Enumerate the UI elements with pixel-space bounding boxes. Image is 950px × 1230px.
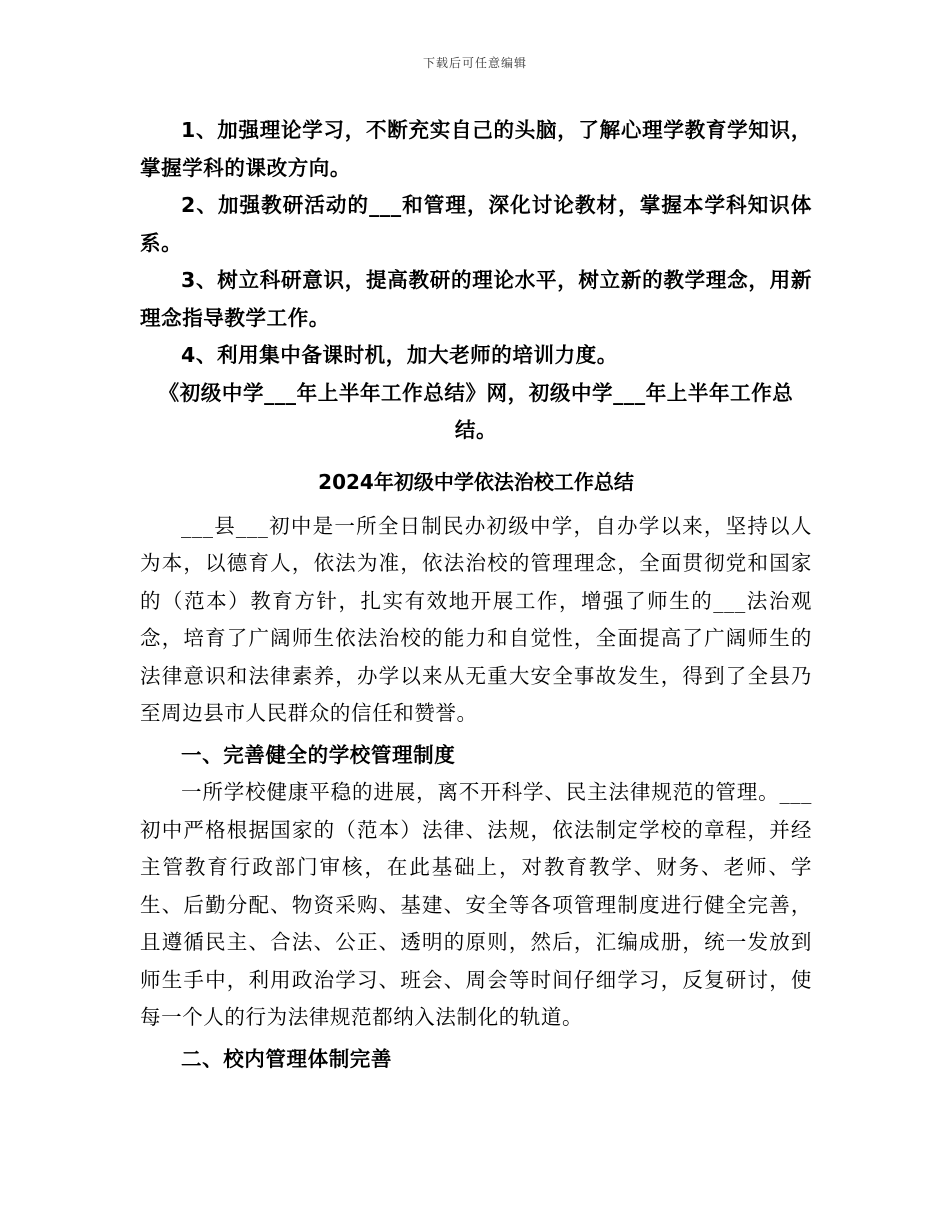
intro-paragraph: ___县___初中是一所全日制民办初级中学，自办学以来，坚持以人为本，以德育人，依法为准，依法治校的管理理念，全面贯彻党和国家的（范本）教育方针，扎实有效地开展工作，增强了师生的___法治观念，培育了广阔师生依法治校的能力和自觉性，全面提高了广阔师生的法律意识和法律素养，办学以来从无重大安全事故发生，得到了全县乃至周边县市人民群众的信任和赞誉。 — [140, 513, 812, 725]
article-title: 2024年初级中学依法治校工作总结 — [318, 469, 634, 494]
list-item: 1、加强理论学习，不断充实自己的头脑，了解心理学教育学知识，掌握学科的课改方向。 — [140, 118, 812, 180]
list-item: 4、利用集中备课时机，加大老师的培训力度。 — [181, 343, 618, 367]
list-item: 3、树立科研意识，提高教研的理论水平，树立新的教学理念，用新理念指导教学工作。 — [140, 268, 812, 330]
list-item: 2、加强教研活动的___和管理，深化讨论教材，掌握本学科知识体系。 — [140, 193, 812, 255]
body-paragraph: 一所学校健康平稳的进展，离不开科学、民主法律规范的管理。___初中严格根据国家的（范本）法律、法规，依法制定学校的章程，并经主管教育行政部门审核，在此基础上，对教育教学、财务、老师、学生、后勤分配、物资采购、基建、安全等各项管理制度进行健全完善，且遵循民主、合法、公正、透明的原则，然后，汇编成册，统一发放到师生手中，利用政治学习、班会、周会等时间仔细学习，反复研讨，使每一个人的行为法律规范都纳入法制化的轨道。 — [140, 780, 812, 1029]
source-note: 《初级中学___年上半年工作总结》网，初级中学___年上半年工作总结。 — [158, 380, 794, 442]
section-heading: 二、校内管理体制完善 — [181, 1046, 392, 1071]
page-header: 下载后可任意编辑 — [422, 56, 527, 70]
section-heading: 一、完善健全的学校管理制度 — [181, 742, 456, 767]
document-body — [140, 112, 812, 1078]
